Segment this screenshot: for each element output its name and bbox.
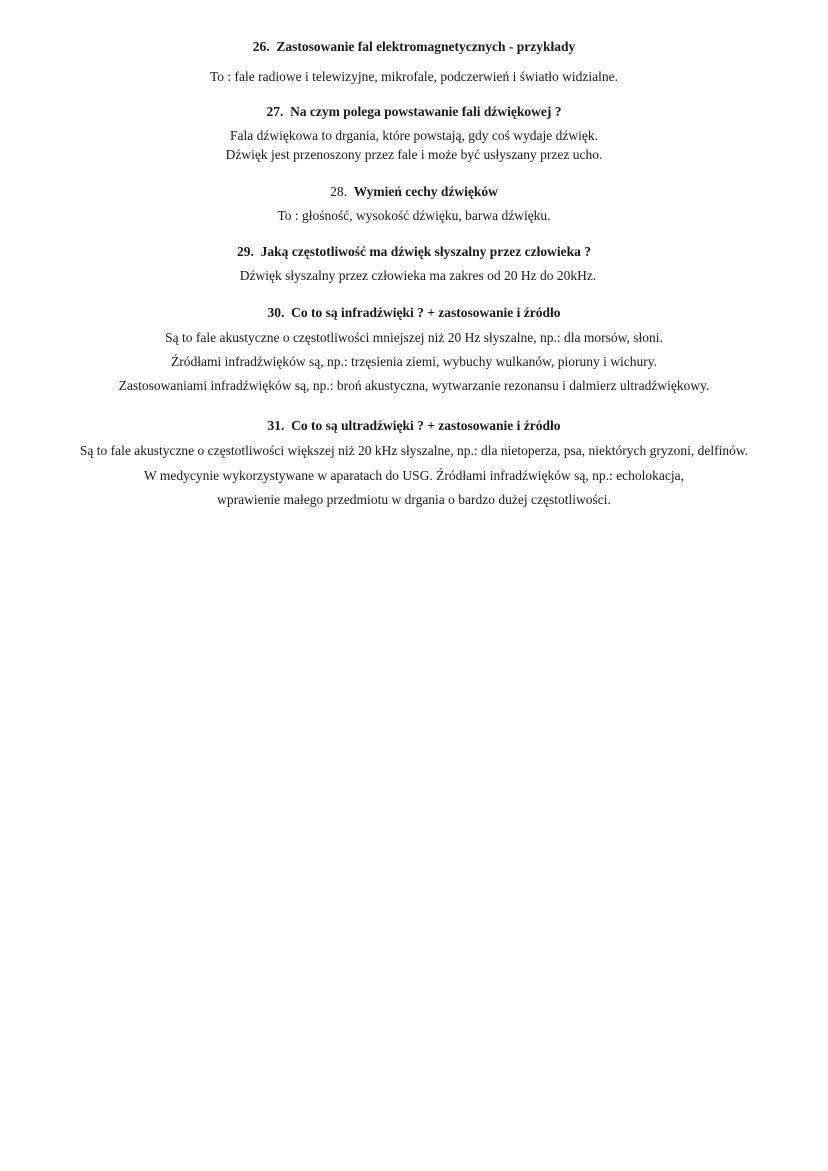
question-27-answer-line-2: Dźwięk jest przenoszony przez fale i może być usłyszany przez ucho.: [225, 147, 603, 162]
question-26-title: Zastosowanie fal elektromagnetycznych - przykłady: [276, 39, 576, 54]
question-31-answer-line-1: Są to fale akustyczne o częstotliwości większej niż 20 kHz słyszalne, np.: dla nietoperza, psa, niektórych gryzoni, delfinów.: [79, 443, 749, 458]
question-31-answer-line-3: wprawienie małego przedmiotu w drgania o bardzo dużej częstotliwości.: [217, 492, 611, 507]
question-30-answer-line-1: Są to fale akustyczne o częstotliwości mniejszej niż 20 Hz słyszalne, np.: dla morsów, słoni.: [165, 330, 663, 345]
question-28-heading: [0, 183, 828, 201]
question-29-answer-line-1: Dźwięk słyszalny przez człowieka ma zakres od 20 Hz do 20kHz.: [239, 268, 597, 283]
question-27-title: Na czym polega powstawanie fali dźwiękowej ?: [290, 104, 562, 119]
question-31-heading: [0, 417, 828, 435]
question-29-title: Jaką częstotliwość ma dźwięk słyszalny przez człowieka ?: [260, 244, 591, 259]
question-29-number: 29.: [237, 244, 254, 259]
question-30-answer-line-3: Zastosowaniami infradźwięków są, np.: broń akustyczna, wytwarzanie rezonansu i dalmierz ultradźwiękowy.: [118, 378, 710, 393]
question-26-answer-line-1: To : fale radiowe i telewizyjne, mikrofale, podczerwień i światło widzialne.: [209, 69, 619, 84]
question-31-answer-line-2: W medycynie wykorzystywane w aparatach do USG. Źródłami infradźwięków są, np.: echolokacja,: [144, 468, 684, 483]
question-26-heading: [0, 38, 828, 56]
question-31-number: 31.: [267, 418, 285, 433]
question-27-number: 27.: [266, 104, 284, 119]
question-30-heading: [0, 304, 828, 322]
question-30-title: Co to są infradźwięki ? + zastosowanie i źródło: [291, 305, 561, 320]
question-28-number: 28.: [330, 184, 347, 199]
question-30-answer-line-2: Źródłami infradźwięków są, np.: trzęsienia ziemi, wybuchy wulkanów, pioruny i wichury.: [171, 354, 657, 369]
question-31-title: Co to są ultradźwięki ? + zastosowanie i źródło: [291, 418, 561, 433]
question-26-number: 26.: [252, 39, 270, 54]
question-27-answer-line-1: Fala dźwiękowa to drgania, które powstają, gdy coś wydaje dźwięk.: [230, 128, 598, 143]
question-27-heading: [0, 103, 828, 121]
question-30-number: 30.: [267, 305, 285, 320]
question-29-heading: [0, 243, 828, 261]
question-28-answer-line-1: To : głośność, wysokość dźwięku, barwa dźwięku.: [277, 208, 551, 223]
question-28-title: Wymień cechy dźwięków: [353, 184, 498, 199]
